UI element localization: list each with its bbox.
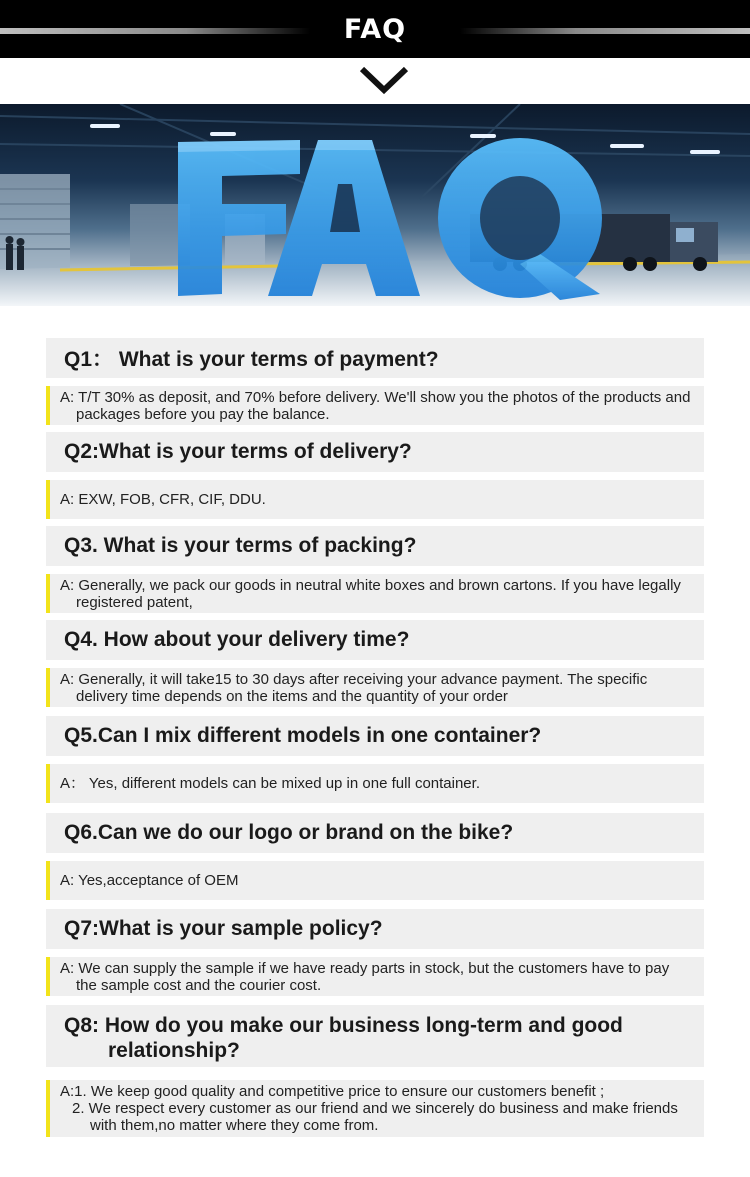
answer-line: 2. We respect every customer as our friend and we sincerely do business and make friends with them,no matter where they come from. xyxy=(72,1100,678,1134)
question-text: Q2:What is your terms of delivery? xyxy=(64,440,412,463)
answer-text: A: T/T 30% as deposit, and 70% before delivery. We'll show you the photos of the products and packages before you pay the balance. xyxy=(60,388,691,423)
faq-answer xyxy=(46,764,704,803)
answer-text: A: Generally, we pack our goods in neutral white boxes and brown cartons. If you have legally registered patent, xyxy=(60,576,681,611)
question-text: Q8: How do you make our business long-term and good relationship? xyxy=(64,1014,623,1062)
faq-answer xyxy=(46,386,704,425)
faq-question xyxy=(46,909,704,949)
faq-item xyxy=(46,813,704,900)
answer-text: A: We can supply the sample if we have ready parts in stock, but the customers have to pay the sample cost and the courier cost. xyxy=(60,959,670,994)
answer-text: A: Yes,acceptance of OEM xyxy=(60,872,239,889)
faq-answer xyxy=(46,861,704,900)
answer-line: A:1. We keep good quality and competitive price to ensure our customers benefit ; xyxy=(60,1083,605,1100)
faq-item xyxy=(46,338,704,425)
faq-answer xyxy=(46,480,704,519)
question-text: Q4. How about your delivery time? xyxy=(64,628,410,651)
faq-answer xyxy=(46,574,704,613)
faq-answer xyxy=(46,957,704,996)
faq-item xyxy=(46,432,704,519)
question-text: Q5.Can I mix different models in one container? xyxy=(64,724,542,747)
question-text: Q7:What is your sample policy? xyxy=(64,917,383,940)
question-text: Q6.Can we do our logo or brand on the bike? xyxy=(64,821,514,844)
answer-list xyxy=(60,1083,694,1134)
page-title: FAQ xyxy=(343,14,407,45)
warehouse-illustration xyxy=(0,104,750,306)
chevron-down-icon xyxy=(358,66,410,96)
faq-item xyxy=(46,1005,704,1137)
answer-text: A: EXW, FOB, CFR, CIF, DDU. xyxy=(60,491,266,508)
question-text: Q1： What is your terms of payment? xyxy=(64,348,439,371)
faq-item xyxy=(46,716,704,803)
faq-answer xyxy=(46,668,704,707)
question-text: Q3. What is your terms of packing? xyxy=(64,534,417,557)
faq-banner-image xyxy=(0,104,750,306)
faq-item xyxy=(46,526,704,613)
faq-question xyxy=(46,813,704,853)
answer-text: A： Yes, different models can be mixed up in one full container. xyxy=(60,775,480,792)
faq-question xyxy=(46,1005,704,1067)
faq-answer xyxy=(46,1080,704,1137)
faq-question xyxy=(46,338,704,378)
faq-question xyxy=(46,526,704,566)
faq-item xyxy=(46,909,704,996)
answer-text: A: Generally, it will take15 to 30 days after receiving your advance payment. The specific delivery time depends on the items and the quantity of your order xyxy=(60,670,648,705)
faq-question xyxy=(46,716,704,756)
faq-item xyxy=(46,620,704,707)
header-bar xyxy=(0,0,750,58)
faq-question xyxy=(46,620,704,660)
faq-question xyxy=(46,432,704,472)
